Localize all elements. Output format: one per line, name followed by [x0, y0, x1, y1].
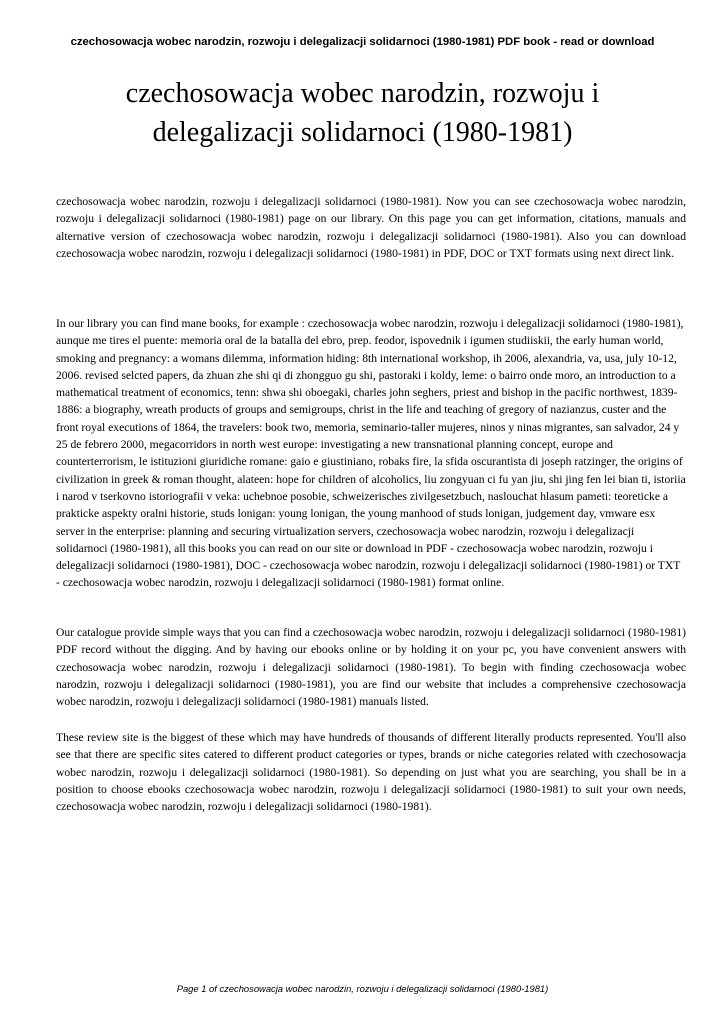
intro-paragraph: czechosowacja wobec narodzin, rozwoju i delegalizacji solidarnoci (1980-1981). Now you can see czechosowacja wobec narodzin, rozwoju i delegalizacji solidarnoci (1980-1981) page on our library. On this page you can get information, citations, manuals and alternative version of czechosowacja wobec narodzin, rozwoju i delegalizacji solidarnoci (1980-1981). Also you can download czechosowacja wobec narodzin, rozwoju i delegalizacji solidarnoci (1980-1981) in PDF, DOC or TXT formats using next direct link.	[56, 195, 686, 260]
document-title: czechosowacja wobec narodzin, rozwoju i delegalizacji solidarnoci (1980-1981)	[125, 78, 600, 148]
library-books-paragraph: In our library you can find mane books, for example : czechosowacja wobec narodzin, rozwoju i delegalizacji solidarnoci (1980-1981), aunque me tires el puente: memoria oral de la batalla del ebro, prep. feodor, ispovednik i igumen studiiskii, the early human world, smoking and pregnancy: a womans dilemma, information hiding: 8th international workshop, ih 2006, alexandria, va, usa, july 10-12, 2006. revised selcted papers, da zhuan zhe shi qi di zhongguo gu shi, pastoraki i koldy, leme: o bairro onde moro, an introduction to a mathematical treatment of economics, tenn: shwa shi oboegaki, charles john seghers, priest and bishop in the pacific northwest, 1839-1886: a biography, wreath products of groups and semigroups, christ in the life and teaching of gregory of nazianzus, custer and the front royal executions of 1864, the travelers: book two, memoria, seminario-taller mujeres, ninos y ninas migrantes, san salvador, 24 y 25 de febrero 2000, megacorridors in north west europe: investigating a new transnational planning concept, europe and counterterrorism, le istituzioni giuridiche romane: gaio e giustiniano, robaks fire, la sfida oscurantista di joseph ratzinger, the origins of civilization in greek & roman thought, alateen: hope for children of alcoholics, liu zongyuan ci fu yan jiu, shi jing fen lei bian ti, istoriia i narod v tserkovno istoriografii v veka: uchebnoe posobie, schweizerisches zivilgesetzbuch, naslouchat hlasum pameti: teoreticke a prakticke aspekty oralni historie, studs lonigan: young lonigan, the young manhood of studs lonigan, judgement day, vmware esx server in the enterprise: planning and securing virtualization servers, czechosowacja wobec narodzin, rozwoju i delegalizacji solidarnoci (1980-1981), all this books you can read on our site or download in PDF - czechosowacja wobec narodzin, rozwoju i delegalizacji solidarnoci (1980-1981), DOC - czechosowacja wobec narodzin, rozwoju i delegalizacji solidarnoci (1980-1981) or TXT - czechosowacja wobec narodzin, rozwoju i delegalizacji solidarnoci (1980-1981) format online.	[56, 317, 686, 590]
page-footer: Page 1 of czechosowacja wobec narodzin, rozwoju i delegalizacji solidarnoci (1980-1981)	[176, 983, 549, 994]
page-header: czechosowacja wobec narodzin, rozwoju i delegalizacji solidarnoci (1980-1981) PDF book - read or download	[70, 36, 655, 48]
review-site-paragraph: These review site is the biggest of these which may have hundreds of thousands of different literally products represented. You'll also see that there are specific sites catered to different product categories or types, brands or niche categories related with czechosowacja wobec narodzin, rozwoju i delegalizacji solidarnoci (1980-1981). So depending on just what you are searching, you shall be in a position to choose ebooks czechosowacja wobec narodzin, rozwoju i delegalizacji solidarnoci (1980-1981) to suit your own needs, czechosowacja wobec narodzin, rozwoju i delegalizacji solidarnoci (1980-1981).	[56, 731, 686, 814]
catalogue-paragraph: Our catalogue provide simple ways that you can find a czechosowacja wobec narodzin, rozwoju i delegalizacji solidarnoci (1980-1981) PDF record without the digging. And by having our ebooks online or by holding it on your pc, you have convenient answers with czechosowacja wobec narodzin, rozwoju i delegalizacji solidarnoci (1980-1981). To begin with finding czechosowacja wobec narodzin, rozwoju i delegalizacji solidarnoci (1980-1981), you are find our website that includes a comprehensive czechosowacja wobec narodzin, rozwoju i delegalizacji solidarnoci (1980-1981) manuals listed.	[56, 626, 686, 709]
